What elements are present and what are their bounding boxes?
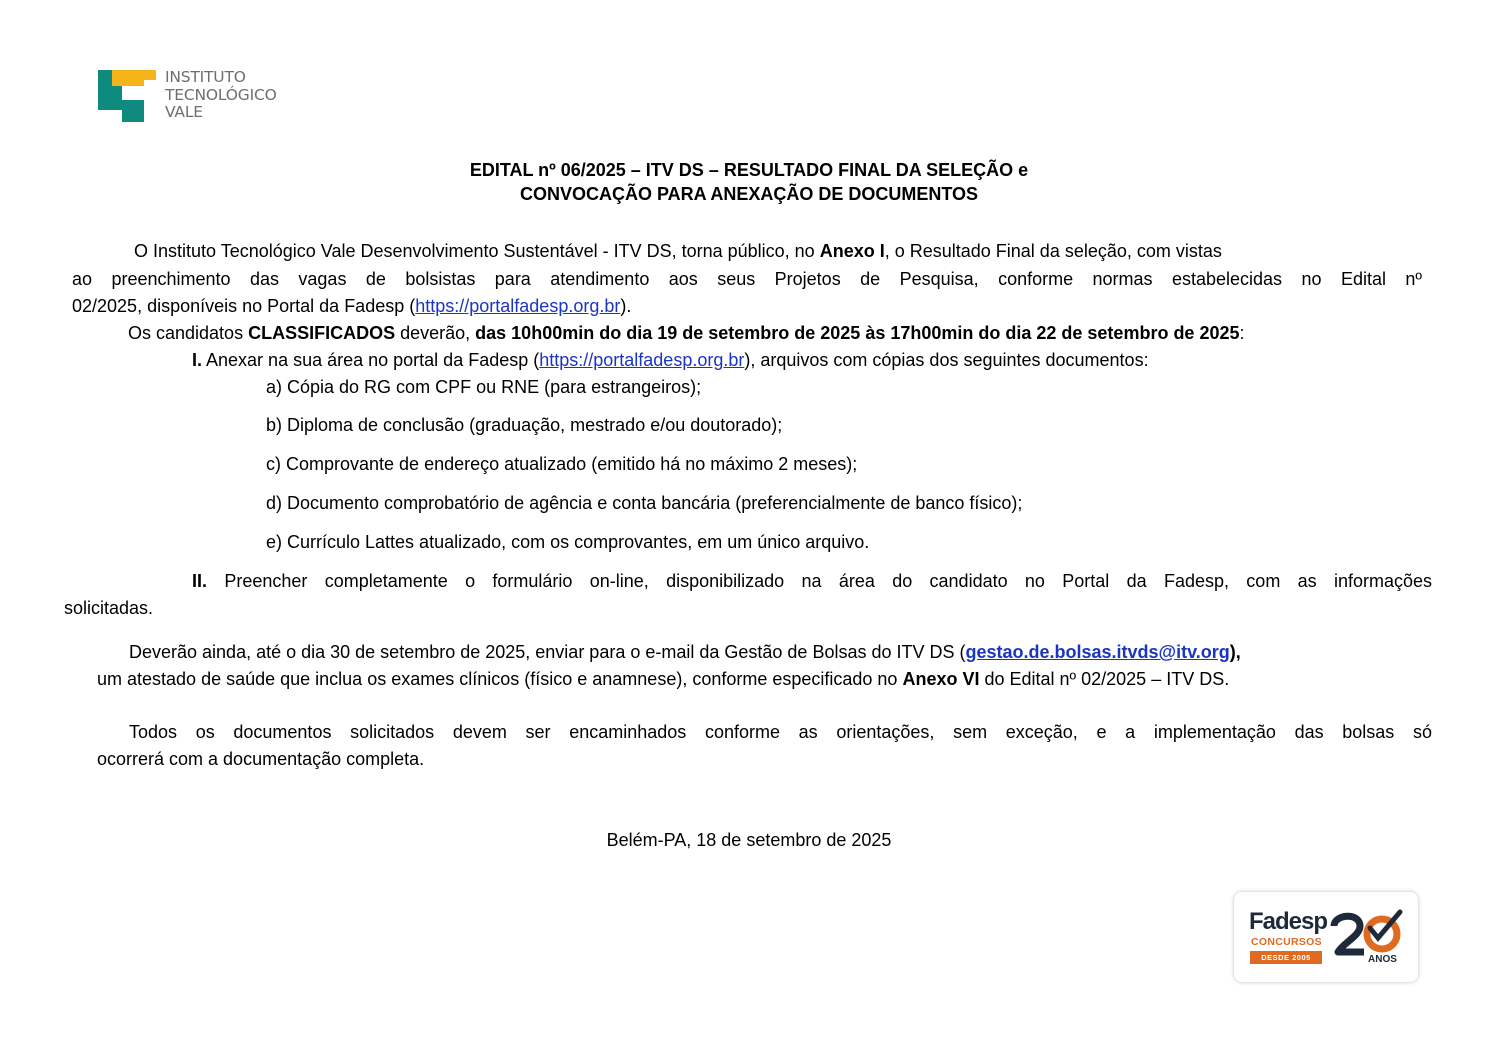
doc-item-e: e) Currículo Lattes atualizado, com os comprovantes, em um único arquivo. [266, 532, 870, 552]
fadesp-logo [1234, 892, 1418, 982]
document-title-line-1: EDITAL nº 06/2025 – ITV DS – RESULTADO FINAL DA SELEÇÃO e [469, 160, 1029, 180]
itv-logo [98, 70, 298, 126]
doc-item-b: b) Diploma de conclusão (graduação, mestrado e/ou doutorado); [266, 415, 783, 435]
intro-line-1: O Instituto Tecnológico Vale Desenvolvimento Sustentável - ITV DS, torna público, no Anexo I, o Resultado Final da seleção, com vistas [134, 241, 1222, 261]
portal-link[interactable]: https://portalfadesp.org.br [415, 296, 621, 316]
itv-logo-text: INSTITUTO TECNOLÓGICO VALE [165, 68, 277, 121]
health-line-1: Deverão ainda, até o dia 30 de setembro de 2025, enviar para o e-mail da Gestão de Bolsas do ITV DS (gestao.de.bolsas.itvds@itv.org), [129, 642, 1241, 662]
doc-item-d: d) Documento comprobatório de agência e conta bancária (preferencialmente de banco físico); [266, 493, 1023, 513]
intro-line-2: ao preenchimento das vagas de bolsistas para atendimento aos seus Projetos de Pesquisa, conforme normas estabelecidas no Edital nº [72, 269, 1422, 289]
fadesp-years-label: ANOS [1368, 954, 1397, 965]
annex-i-bold: Anexo I [819, 241, 885, 261]
fadesp-name: Fadesp [1249, 908, 1328, 935]
final-note-line-2: ocorrerá com a documentação completa. [97, 749, 425, 769]
fadesp-subtitle: CONCURSOS [1251, 936, 1322, 948]
doc-item-a: a) Cópia do RG com CPF ou RNE (para estrangeiros); [266, 377, 702, 397]
place-date: Belém-PA, 18 de setembro de 2025 [606, 830, 892, 850]
email-link[interactable]: gestao.de.bolsas.itvds@itv.org [965, 642, 1230, 662]
item-ii-line-2: solicitadas. [64, 598, 154, 618]
doc-item-c: c) Comprovante de endereço atualizado (emitido há no máximo 2 meses); [266, 454, 858, 474]
health-line-2: um atestado de saúde que inclua os exames clínicos (físico e anamnese), conforme especificado no Anexo VI do Edital nº 02/2025 – ITV DS. [97, 669, 1230, 689]
document-title-line-2: CONVOCAÇÃO PARA ANEXAÇÃO DE DOCUMENTOS [519, 184, 979, 204]
candidates-line: Os candidatos CLASSIFICADOS deverão, das 10h00min do dia 19 de setembro de 2025 às 17h00min do dia 22 de setembro de 2025: [128, 323, 1245, 343]
fadesp-since: DESDE 2005 [1250, 951, 1322, 964]
item-i-line: I. Anexar na sua área no portal da Fadesp (https://portalfadesp.org.br), arquivos com cópias dos seguintes documentos: [192, 350, 1149, 370]
intro-line-3: 02/2025, disponíveis no Portal da Fadesp (https://portalfadesp.org.br). [72, 296, 632, 316]
final-note-line-1: Todos os documentos solicitados devem ser encaminhados conforme as orientações, sem exceção, e a implementação das bolsas só [129, 722, 1432, 742]
portal-link-2[interactable]: https://portalfadesp.org.br [539, 350, 745, 370]
itv-logo-mark [98, 70, 158, 126]
deadline-bold: das 10h00min do dia 19 de setembro de 2025 às 17h00min do dia 22 de setembro de 2025 [475, 323, 1240, 343]
item-ii-line-1: II. Preencher completamente o formulário on-line, disponibilizado na área do candidato no Portal da Fadesp, com as informações [192, 571, 1432, 591]
